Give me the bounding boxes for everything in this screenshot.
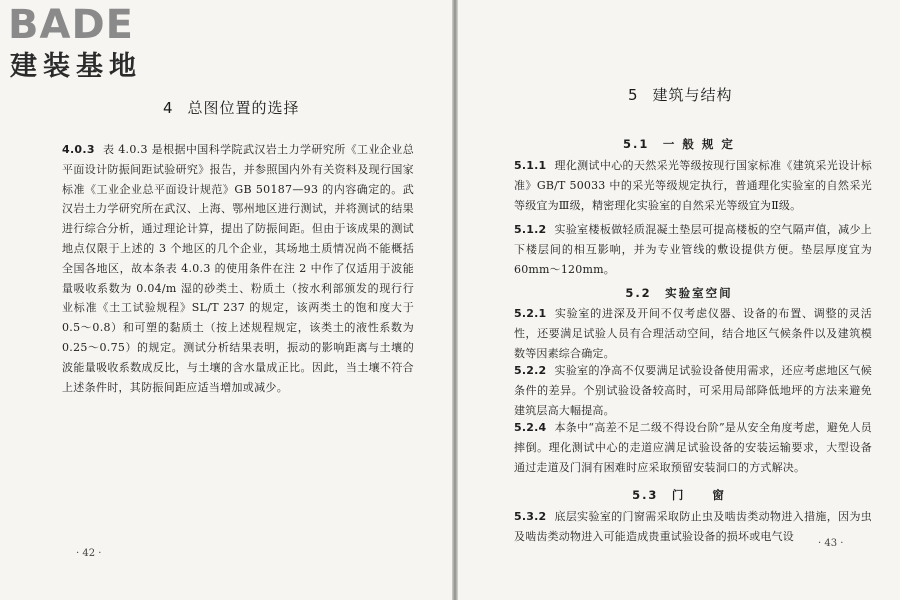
bade-logo bbox=[8, 4, 183, 84]
section-heading-5-2: 5.2 实验室空间 bbox=[625, 286, 733, 300]
chapter-title-4 bbox=[163, 97, 300, 118]
chapter-title-5 bbox=[628, 84, 733, 105]
paragraph-text: 实验室的净高不仅要满足试验设备使用需求，还应考虑地区气候条件的差异。个别试验设备较高时，可采用局部降低地坪的方法来避免建筑层高大幅提高。 bbox=[514, 364, 872, 417]
paragraph-text: 实验室的进深及开间不仅考虑仪器、设备的布置、调整的灵活性，还要满足试验人员有合理活动空间，结合地区气候条件以及建筑模数等因素综合确定。 bbox=[514, 307, 872, 360]
clause-number: 5.2.2 bbox=[514, 364, 547, 377]
paragraph-text: 理化测试中心的天然采光等级按现行国家标准《建筑采光设计标准》GB/T 50033 中的采光等级规定执行，普通理化实验室的自然采光等级宜为Ⅲ级，精密理化实验室的自然采光等级宜为Ⅱ级。 bbox=[514, 159, 872, 212]
clause-number: 5.3.2 bbox=[514, 510, 547, 523]
paragraph-5-1-1 bbox=[514, 156, 872, 215]
paragraph-4-0-3 bbox=[62, 140, 414, 397]
paragraph-text: 本条中“高差不足二级不得设台阶”是从安全角度考虑，避免人员摔倒。理化测试中心的走道应满足试验设备的安装运输要求，大型设备通过走道及门洞有困难时应采取预留安装洞口的方式解决。 bbox=[514, 421, 872, 474]
clause-number: 5.1.1 bbox=[514, 159, 547, 172]
paragraph-text: 底层实验室的门窗需采取防止虫及啮齿类动物进入措施，因为虫及啮齿类动物进入可能造成贵重试验设备的损坏或电气设 bbox=[514, 510, 872, 543]
section-heading-5-1: 5.1 一 般 规 定 bbox=[623, 137, 735, 151]
logo-text-cn: 建装基地 bbox=[10, 51, 142, 82]
section-heading-5-3: 5.3 门 窗 bbox=[632, 488, 726, 502]
chapter-number: 5 bbox=[628, 86, 639, 104]
paragraph-5-2-2 bbox=[514, 361, 872, 420]
clause-number: 5.2.4 bbox=[514, 421, 547, 434]
page-number-left: · 42 · bbox=[76, 548, 102, 559]
chapter-number: 4 bbox=[163, 99, 174, 117]
page-number-right: · 43 · bbox=[818, 538, 844, 549]
chapter-title-text: 总图位置的选择 bbox=[187, 99, 300, 117]
right-page bbox=[458, 0, 900, 600]
paragraph-text: 实验室楼板做轻质混凝土垫层可提高楼板的空气隔声值，减少上下楼层间的相互影响，并为专业管线的敷设提供方便。垫层厚度宜为 60mm～120mm。 bbox=[514, 223, 872, 276]
clause-number: 4.0.3 bbox=[62, 143, 95, 156]
paragraph-5-2-4 bbox=[514, 418, 872, 477]
paragraph-text: 表 4.0.3 是根据中国科学院武汉岩土力学研究所《工业企业总平面设计防振间距试验研究》报告，并参照国内外有关资料及现行国家标准《工业企业总平面设计规范》GB 50187—93 的内容确定的。武汉岩土力学研究所在武汉、上海、鄂州地区进行测试，并将测试的结果进行综合分析，通过理论计算，提出了防振间距。但由于该成果的测试地点仅限于上述的 3 个地区的几个企业，其场地土质情况尚不能概括全国各地区，故本条表 4.0.3 的使用条件在注 2 中作了仅适用于波能量吸收系数为 0.04/m 湿的砂类土、粉质土（按水利部颁发的现行行业标准《土工试验规程》SL/T 237 的规定，该两类土的饱和度大于 0.5～0.8）和可塑的黏质土（按上述规程规定，该类土的液性系数为 0.25～0.75）的规定。测试分析结果表明，振动的影响距离与土壤的波能量吸收系数成反比，与土壤的含水量成正比。因此，当土壤不符合上述条件时，其防振间距应适当增加或减少。 bbox=[62, 143, 414, 394]
clause-number: 5.1.2 bbox=[514, 223, 547, 236]
paragraph-5-1-2 bbox=[514, 220, 872, 279]
clause-number: 5.2.1 bbox=[514, 307, 547, 320]
paragraph-5-2-1 bbox=[514, 304, 872, 363]
logo-text-en: BADE bbox=[8, 2, 134, 48]
chapter-title-text: 建筑与结构 bbox=[652, 86, 733, 104]
